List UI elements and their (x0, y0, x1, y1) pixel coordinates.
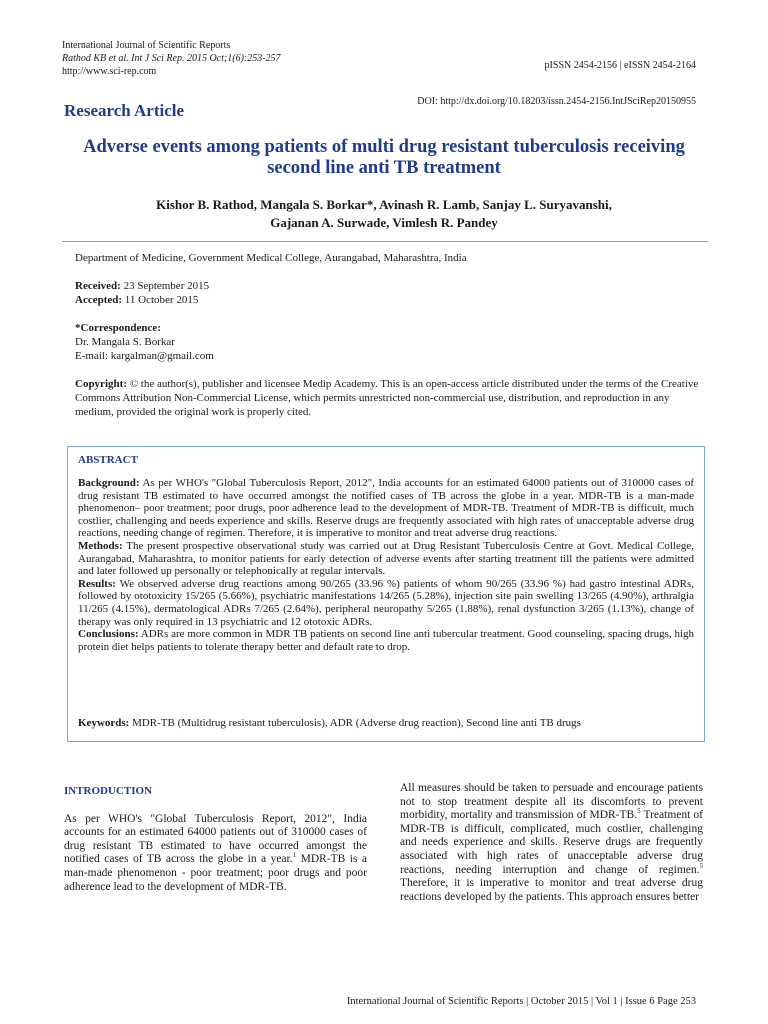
ref-marker[interactable]: 5 (637, 807, 641, 816)
intro-text-b: MDR-TB is a man-made phenomenon - poor treatment; poor drugs and poor adherence lead to the development of MDR-TB. (64, 853, 368, 893)
abstract-background (78, 477, 694, 540)
background-text: As per WHO's "Global Tuberculosis Report, 2012", India accounts for an estimated 64000 patients out of 310000 cases of drug resistant TB estimated to have occurred amongst the notified cases of TB across the globe in a year. MDR-TB is a man-made phenomenon– poor treatment; poor drugs, poor adherence lead to the development of MDR-TB. Treatment of MDR-TB is difficult, much costlier, challenging and needs experience and skills. Reserve drugs are frequently associated with high rates of unacceptable adverse drug reactions, needing change of regimen. Therefore, it is imperative to monitor and treat adverse drug reactions. (78, 477, 694, 540)
correspondence (75, 321, 707, 363)
authors (60, 196, 708, 232)
right-text-a: All measures should be taken to persuade and encourage patients not to stop treatment despite all its discomforts to prevent morbidity, mortality and transmission of MDR-TB. (400, 782, 703, 822)
keywords (78, 717, 694, 729)
right-text-b: Treatment of MDR-TB is difficult, complicated, much costlier, challenging and needs experience and skills. Reserve drugs are frequently associated with high rates of unacceptable adverse drug reactions, needing interruption and change of regimen. (400, 809, 703, 876)
journal-name: International Journal of Scientific Reports (62, 40, 231, 51)
abstract-conclusions (78, 628, 694, 653)
introduction-heading: INTRODUCTION (64, 785, 153, 797)
right-column (400, 782, 703, 904)
received-label: Received: (75, 280, 121, 292)
correspondence-label: *Correspondence: (75, 322, 161, 334)
affiliation: Department of Medicine, Government Medical College, Aurangabad, Maharashtra, India (75, 252, 467, 264)
divider (62, 241, 708, 242)
right-paragraph (400, 782, 703, 904)
article-type: Research Article (64, 101, 185, 120)
methods-label: Methods: (78, 539, 123, 552)
methods-text: The present prospective observational study was carried out at Drug Resistant Tuberculosis Centre at Govt. Medical College, Aurangabad, Maharashtra, to monitor patients for early detection of adverse events after starting treatment till the patients were admitted and later followed up personally or telephonically at regular intervals. (78, 539, 694, 578)
dates (75, 279, 707, 307)
conclusions-label: Conclusions: (78, 628, 139, 641)
ref-marker[interactable]: 1 (292, 851, 297, 860)
background-label: Background: (78, 477, 140, 489)
ref-marker[interactable]: 5 (699, 861, 703, 870)
authors-line-1: Kishor B. Rathod, Mangala S. Borkar*, Avinash R. Lamb, Sanjay L. Suryavanshi, (156, 197, 612, 212)
abstract-results (78, 578, 694, 628)
abstract-body (78, 477, 694, 653)
intro-paragraph (64, 813, 367, 895)
article-title: Adverse events among patients of multi drug resistant tuberculosis receiving second line anti TB treatment (83, 137, 685, 178)
copyright-text: © the author(s), publisher and licensee Medip Academy. This is an open-access article distributed under the terms of the Creative Commons Attribution Non-Commercial License, which permits unrestricted non-commercial use, distribution, and reproduction in any medium, provided the original work is properly cited. (75, 378, 699, 418)
journal-url[interactable]: http://www.sci-rep.com (62, 66, 157, 77)
results-text: We observed adverse drug reactions among 90/265 (33.96 %) patients of whom 90/265 (33.96 %) had gastro intestinal ADRs, followed by ototoxicity 15/265 (5.66%), psychiatric manifestations 14/265 (5.28%), injection site pain swelling 13/265 (4.90%), arthralgia 11/265 (4.15%), dermatological ADRs 7/265 (2.64%), peripheral neuropathy 5/265 (1.88%), renal dysfunction 3/265 (1.13%), change of therapy was only required in 13 psychiatric and 12 ototoxic ADRs. (78, 577, 694, 628)
page-footer: International Journal of Scientific Reports | October 2015 | Vol 1 | Issue 6 Page 253 (346, 996, 696, 1007)
abstract-heading: ABSTRACT (78, 454, 138, 466)
results-label: Results: (78, 577, 116, 590)
conclusions-text: ADRs are more common in MDR TB patients on second line anti tubercular treatment. Good counseling, spacing drugs, high protein diet helps patients to tolerate therapy better and default rate to drop. (78, 628, 694, 653)
correspondence-email[interactable]: E-mail: kargalman@gmail.com (75, 350, 214, 362)
copyright-label: Copyright: (75, 378, 127, 390)
right-text-c: Therefore, it is imperative to monitor and treat adverse drug reactions developed by the patients. This approach ensures better (400, 877, 703, 903)
doi-link[interactable]: DOI: http://dx.doi.org/10.18203/issn.2454-2156.IntJSciRep20150955 (417, 96, 696, 107)
citation: Rathod KB et al. Int J Sci Rep. 2015 Oct;1(6):253-257 (62, 53, 281, 64)
keywords-text: MDR-TB (Multidrug resistant tuberculosis), ADR (Adverse drug reaction), Second line anti TB drugs (132, 717, 581, 729)
accepted-label: Accepted: (75, 294, 123, 306)
abstract-methods (78, 540, 694, 578)
authors-line-2: Gajanan A. Surwade, Vimlesh R. Pandey (270, 215, 498, 230)
journal-header (62, 39, 281, 78)
issn: pISSN 2454-2156 | eISSN 2454-2164 (544, 60, 696, 71)
accepted-date: 11 October 2015 (124, 294, 199, 306)
correspondence-name: Dr. Mangala S. Borkar (75, 336, 175, 348)
received-date: 23 September 2015 (123, 280, 210, 292)
copyright-notice (75, 377, 707, 419)
abstract-box (67, 446, 705, 742)
intro-text-a: As per WHO's "Global Tuberculosis Report, 2012", India accounts for an estimated 64000 patients out of 310000 cases of drug resistant TB estimated to have occurred amongst the notified cases of TB across the globe in a year. (64, 812, 367, 866)
left-column (64, 785, 367, 894)
keywords-label: Keywords: (78, 717, 130, 729)
